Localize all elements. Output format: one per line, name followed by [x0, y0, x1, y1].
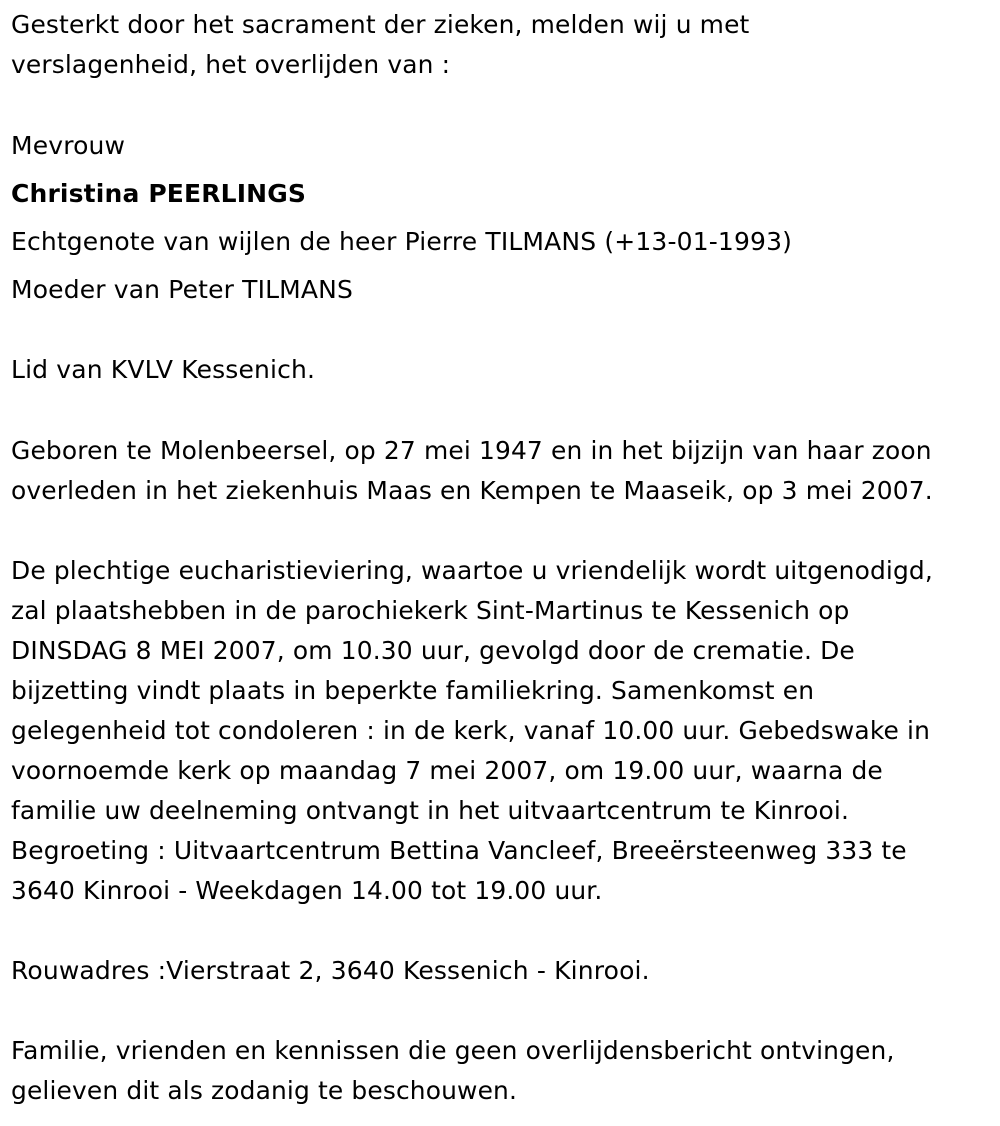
intro-line: verslagenheid, het overlijden van :	[11, 50, 451, 79]
ceremony-line: De plechtige eucharistieviering, waartoe u vriendelijk wordt uitgenodigd,	[11, 556, 933, 585]
ceremony-line: DINSDAG 8 MEI 2007, om 10.30 uur, gevolgd door de crematie. De	[11, 636, 855, 665]
ceremony-line: gelegenheid tot condoleren : in de kerk, vanaf 10.00 uur. Gebedswake in	[11, 716, 931, 745]
closing-paragraph	[11, 1031, 996, 1111]
ceremony-line: zal plaatshebben in de parochiekerk Sint-Martinus te Kessenich op	[11, 596, 850, 625]
ceremony-line: bijzetting vindt plaats in beperkte familiekring. Samenkomst en	[11, 676, 815, 705]
birth-death-paragraph	[11, 431, 996, 511]
relation-child: Moeder van Peter TILMANS	[11, 275, 354, 304]
ceremony-line: Begroeting : Uitvaartcentrum Bettina Vancleef, Breeërsteenweg 333 te	[11, 836, 907, 865]
salutation: Mevrouw	[11, 131, 126, 160]
ceremony-line: 3640 Kinrooi - Weekdagen 14.00 tot 19.00 uur.	[11, 876, 603, 905]
ceremony-paragraph	[11, 551, 996, 911]
closing-line: gelieven dit als zodanig te beschouwen.	[11, 1076, 518, 1105]
intro-line: Gesterkt door het sacrament der zieken, melden wij u met	[11, 10, 750, 39]
deceased-name: Christina PEERLINGS	[11, 179, 307, 208]
birth-death-line: Geboren te Molenbeersel, op 27 mei 1947 en in het bijzijn van haar zoon	[11, 436, 932, 465]
ceremony-line: familie uw deelneming ontvangt in het uitvaartcentrum te Kinrooi.	[11, 796, 850, 825]
relation-spouse: Echtgenote van wijlen de heer Pierre TILMANS (+13-01-1993)	[11, 227, 793, 256]
ceremony-line: voornoemde kerk op maandag 7 mei 2007, om 19.00 uur, waarna de	[11, 756, 883, 785]
closing-line: Familie, vrienden en kennissen die geen overlijdensbericht ontvingen,	[11, 1036, 895, 1065]
mourning-address: Rouwadres :Vierstraat 2, 3640 Kessenich - Kinrooi.	[11, 956, 650, 985]
birth-death-line: overleden in het ziekenhuis Maas en Kempen te Maaseik, op 3 mei 2007.	[11, 476, 933, 505]
membership: Lid van KVLV Kessenich.	[11, 355, 316, 384]
intro-paragraph	[11, 5, 996, 85]
